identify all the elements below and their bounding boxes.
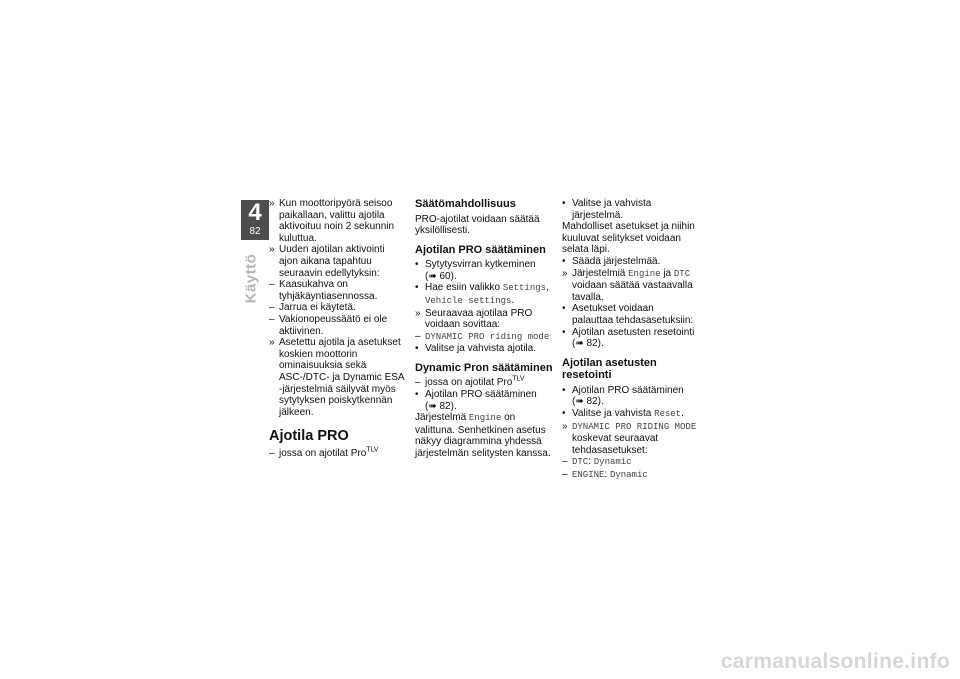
list-item: – Kaasukahva on tyhjäkäyntiasennossa. (269, 279, 378, 302)
chapter-title-vertical (236, 248, 266, 318)
list-item: – Jarrua ei käytetä. (269, 302, 356, 314)
section-heading-saatomahdollisuus: Säätömahdollisuus (415, 198, 516, 210)
list-item: – DYNAMIC PRO riding mode (415, 330, 550, 342)
section-heading-pro-saataminen: Ajotilan PRO säätäminen (415, 243, 546, 256)
list-item: • Asetukset voidaan palauttaa tehdasasetuksiin: (562, 303, 694, 326)
list-item: • Ajotilan PRO säätäminen (➠ 82). (415, 389, 537, 412)
list-item: – Vakionopeussäätö ei ole aktiivinen. (269, 313, 388, 337)
list-item: – jossa on ajotilat Pro$^{TLV}$ (415, 376, 525, 389)
list-item: • Valitse ja vahvista ajotila. (415, 343, 536, 355)
section-heading-resetointi: Ajotilan asetusten resetointi (562, 356, 657, 382)
list-item: • Ajotilan asetusten resetointi (➠ 82). (562, 326, 695, 350)
chapter-tab (241, 200, 269, 240)
list-item: • Säädä järjestelmää. (562, 255, 661, 267)
list-item: – DTC: Dynamic (562, 456, 632, 468)
section-heading-ajotila-pro: Ajotila PRO (269, 428, 349, 445)
list-item: • Valitse ja vahvista järjestelmä. (562, 198, 652, 221)
page-reference: (➠ 82). (572, 396, 604, 408)
list-item: • Ajotilan PRO säätäminen (➠ 82). (562, 384, 684, 408)
paragraph: Järjestelmä Engine on valittuna. Senhetkinen asetus näkyy diagrammina yhdessä järjestelmän selitysten kanssa. (415, 412, 551, 459)
list-item: » Kun moottoripyörä seisoo paikallaan, valittu ajotila aktivoituu noin 2 sekunnin kuluttua. (269, 198, 395, 244)
watermark: carmanualsonline.info (720, 650, 950, 673)
page-reference: (➠ 82). (572, 338, 604, 350)
list-item: » Asetettu ajotila ja asetukset koskien moottorin ominaisuuksia sekä ASC-/DTC- ja Dynamic ESA -järjestelmiä säilyvät myös sytytyksen poiskytkennän jälkeen. (269, 337, 405, 418)
chapter-number: 4 (248, 199, 262, 226)
page-number: 82 (249, 226, 261, 237)
list-item: » DYNAMIC PRO RIDING MODE koskevat seuraavat tehdasasetukset: (562, 420, 697, 456)
list-item: » Seuraavaa ajotilaa PRO voidaan sovittaa: (415, 307, 533, 331)
chapter-title: Käyttö (242, 253, 260, 304)
page-reference: (➠ 82). (425, 400, 457, 412)
list-item: » Uuden ajotilan aktivointi ajon aikana tapahtuu seuraavin edellytyksin: (269, 244, 385, 279)
list-item: » Järjestelmiä Engine ja DTC voidaan säätää vastaavalla tavalla. (562, 267, 693, 303)
column-3 (562, 198, 697, 481)
list-item: • Sytytysvirran kytkeminen (➠ 60). (415, 259, 536, 282)
paragraph: Mahdolliset asetukset ja niihin kuuluvat selitykset voidaan selata läpi. (562, 221, 695, 256)
page-reference: (➠ 60). (425, 270, 457, 282)
paragraph: PRO-ajotilat voidaan säätää yksilöllisesti. (415, 213, 540, 237)
list-item: – jossa on ajotilat Pro$^{TLV}$ (269, 446, 379, 460)
list-item: – ENGINE: Dynamic (562, 468, 648, 480)
column-1 (269, 198, 406, 460)
list-item: • Valitse ja vahvista Reset. (562, 407, 684, 419)
list-item: • Hae esiin valikko Settings, Vehicle settings. (415, 282, 549, 306)
column-2 (415, 198, 553, 460)
section-heading-dynamic-pro: Dynamic Pron säätäminen (415, 361, 553, 374)
